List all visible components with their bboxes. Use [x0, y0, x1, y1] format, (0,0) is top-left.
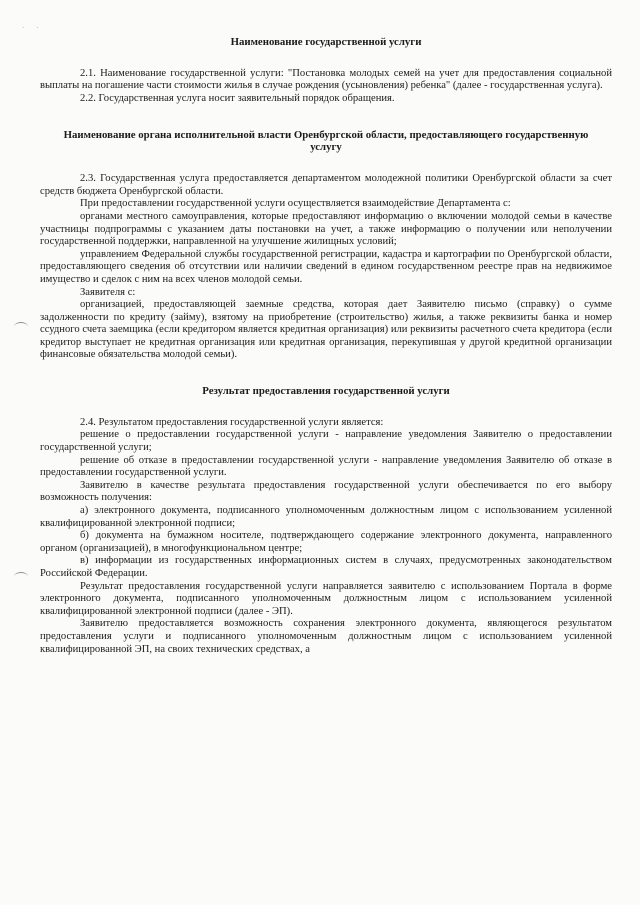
paragraph: органами местного самоуправления, которые предоставляют информацию о включении молодой семьи в качестве участницы подпрограммы с указанием даты постановки на учет, а также информацию о получении или неполучении государственной поддержки, направленной на улучшение жилищных условий;	[40, 210, 612, 248]
paragraph: б) документа на бумажном носителе, подтверждающего содержание электронного документа, направленного органом (организацией), в многофункциональном центре;	[40, 530, 612, 554]
paragraph: 2.2. Государственная услуга носит заявительный порядок обращения.	[80, 92, 395, 104]
scan-margin-mark	[14, 322, 28, 331]
paragraph: а) электронного документа, подписанного уполномоченным должностным лицом с использованием усиленной квалифицированной электронной подписи;	[40, 505, 612, 529]
paragraph: Заявителя с:	[80, 286, 136, 298]
paragraph: Результат предоставления государственной услуги направляется заявителю с использованием Портала в форме электронного документа, подписанного уполномоченным должностным лицом с использованием усиленной квалифицированной электронной подписи (далее - ЭП).	[40, 580, 612, 617]
paragraph: решение о предоставлении государственной услуги - направление уведомления Заявителю о предоставлении государственной услуги;	[40, 429, 612, 454]
document-page	[40, 36, 612, 656]
paragraph: организацией, предоставляющей заемные средства, которая дает Заявителю письмо (справку) о сумме задолженности по кредиту (займу), взятому на приобретение (строительство) жилья, а также реквизиты банка и номер ссудного счета заемщика (если кредитором является кредитная организация) или реквизиты расчетного счета кредитора (если кредитор выступает не кредитная организация или кредитная организация, перекупившая у другой кредитной организации финансовые обязательства молодой семьи).	[40, 299, 612, 361]
section-title: Наименование органа исполнительной власти Оренбургской области, предоставляющего государственную услугу	[63, 128, 589, 154]
paragraph: Заявителю в качестве результата предоставления государственной услуги обеспечивается по его выбору возможность получения:	[40, 479, 612, 504]
paragraph: 2.1. Наименование государственной услуги: "Постановка молодых семей на учет для предоставления социальной выплаты на погашение части стоимости жилья в случае рождения (усыновления) ребенка" (далее - государственная услуга).	[40, 67, 612, 92]
paragraph: 2.4. Результатом предоставления государственной услуги является:	[80, 416, 384, 428]
paragraph: управлением Федеральной службы государственной регистрации, кадастра и картографии по Оренбургской области, предоставляющего сведения об отсутствии или наличии сведений в едином государственном реестре прав на недвижимое имущество и сделок с ним на всех членов молодой семьи.	[40, 248, 612, 285]
section-title: Наименование государственной услуги	[230, 36, 422, 48]
scan-dots: · ·	[22, 24, 44, 32]
scan-margin-mark	[14, 572, 28, 581]
paragraph: решение об отказе в предоставлении государственной услуги - направление уведомления Заявителю об отказе в предоставлении государственной услуги.	[40, 454, 612, 479]
paragraph: При предоставлении государственной услуги осуществляется взаимодействие Департамента с:	[80, 198, 511, 210]
paragraph: 2.3. Государственная услуга предоставляется департаментом молодежной политики Оренбургской области за счет средств бюджета Оренбургской области.	[40, 173, 612, 197]
paragraph: Заявителю предоставляется возможность сохранения электронного документа, являющегося результатом предоставления услуги и подписанного уполномоченным должностным лицом с использованием усиленной квалифицированной ЭП, на своих технических средствах, а	[40, 618, 612, 655]
section-title: Результат предоставления государственной услуги	[202, 385, 450, 398]
paragraph: в) информации из государственных информационных систем в случаях, предусмотренных законодательством Российской Федерации.	[40, 555, 612, 579]
